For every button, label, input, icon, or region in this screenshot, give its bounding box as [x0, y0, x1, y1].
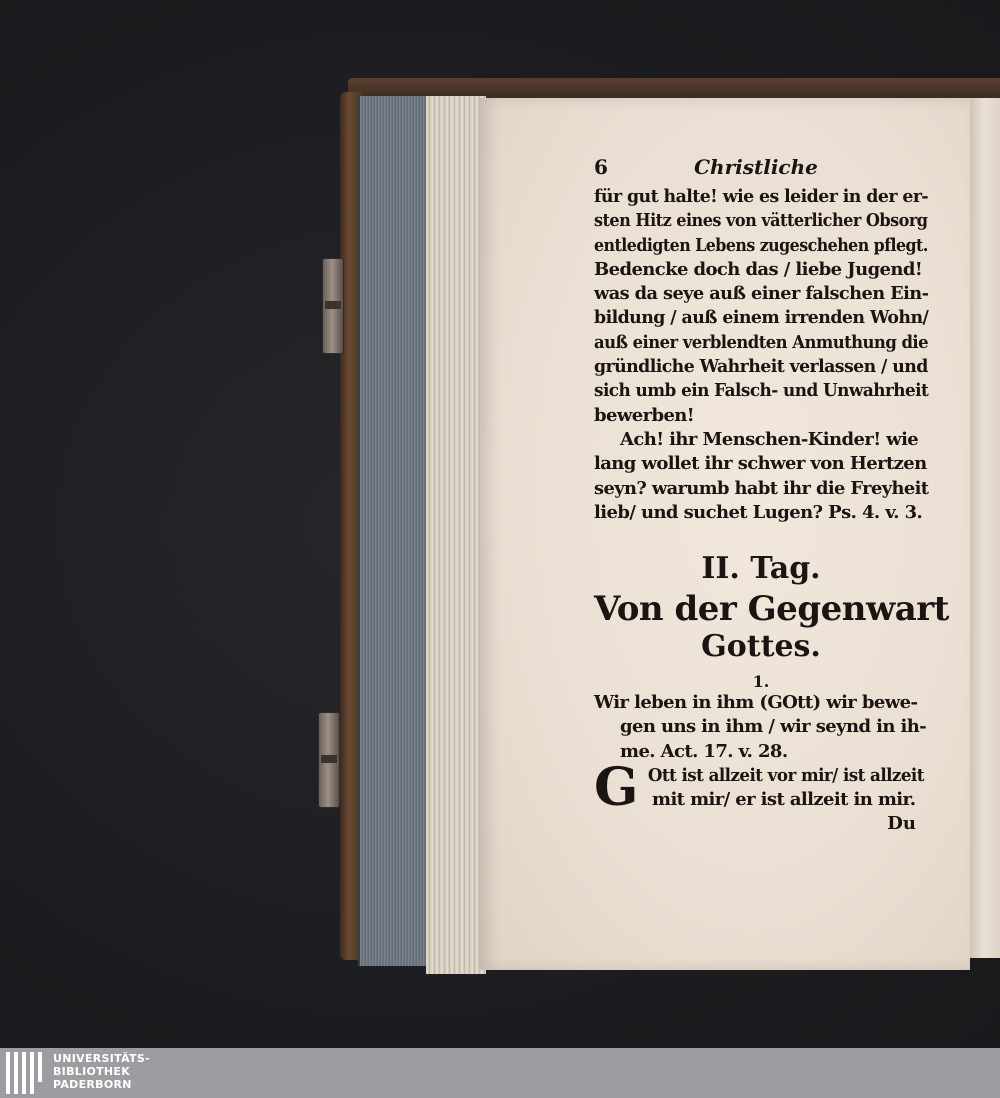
text-line: was da seye auß einer falschen Ein-: [594, 283, 929, 305]
text-line: Ott ist allzeit vor mir/ ist allzeit: [647, 765, 924, 787]
section-heading-day: II. Tag.: [701, 551, 821, 587]
scripture-verse: [594, 691, 928, 764]
paragraph-1: [594, 185, 928, 428]
next-page-edge: [968, 98, 1000, 958]
text-line: bewerben!: [594, 404, 695, 426]
library-logo-icon: [6, 1052, 46, 1094]
footer-bar: [0, 1048, 1000, 1098]
text-line: bildung / auß einem irrenden Wohn/: [594, 307, 929, 329]
page-edges: [358, 96, 430, 966]
library-name-line: UNIVERSITÄTS-: [53, 1052, 150, 1065]
text-line: lieb/ und suchet Lugen? Ps. 4. v. 3.: [594, 501, 923, 523]
verse-line: gen uns in ihm / wir seynd in ih-: [620, 716, 927, 738]
library-name-line: BIBLIOTHEK: [53, 1065, 131, 1078]
text-line: seyn? warumb habt ihr die Freyheit: [594, 477, 929, 499]
verse-line: me. Act. 17. v. 28.: [620, 740, 788, 762]
section-heading-subtitle: Gottes.: [701, 629, 821, 665]
book-clasp-bottom: [318, 712, 340, 808]
section-numeral: 1.: [752, 672, 770, 692]
text-line: Bedencke doch das / liebe Jugend!: [594, 258, 923, 280]
page-number: 6: [594, 155, 608, 179]
dropcap-paragraph: [594, 757, 928, 819]
text-line: Ach! ihr Menschen-Kinder! wie: [620, 428, 919, 450]
page-stack: [426, 96, 486, 974]
text-line: entledigten Lebens zugeschehen pflegt.: [594, 234, 928, 256]
verse-line: Wir leben in ihm (GOtt) wir bewe-: [594, 692, 918, 714]
paragraph-2: [594, 428, 928, 525]
page-header: [594, 155, 928, 185]
book-clasp-top: [322, 258, 344, 354]
text-line: gründliche Wahrheit verlassen / und: [594, 356, 928, 378]
text-line: sten Hitz eines von vätterlicher Obsorg: [594, 210, 928, 232]
text-line: auß einer verblendten Anmuthung die: [594, 331, 929, 353]
library-name-line: PADERBORN: [53, 1078, 132, 1091]
text-line: für gut halte! wie es leider in der er-: [594, 186, 929, 207]
text-line: lang wollet ihr schwer von Hertzen: [594, 453, 927, 475]
running-title: Christliche: [694, 155, 818, 179]
text-line: mit mir/ er ist allzeit in mir.: [652, 789, 916, 811]
page-text-block: [594, 155, 949, 835]
library-name: [53, 1052, 150, 1091]
text-line: sich umb ein Falsch- und Unwahrheit: [594, 380, 929, 402]
drop-capital: G: [594, 757, 639, 819]
section-heading-title: Von der Gegenwart: [594, 589, 949, 630]
catchword: Du: [887, 812, 916, 834]
